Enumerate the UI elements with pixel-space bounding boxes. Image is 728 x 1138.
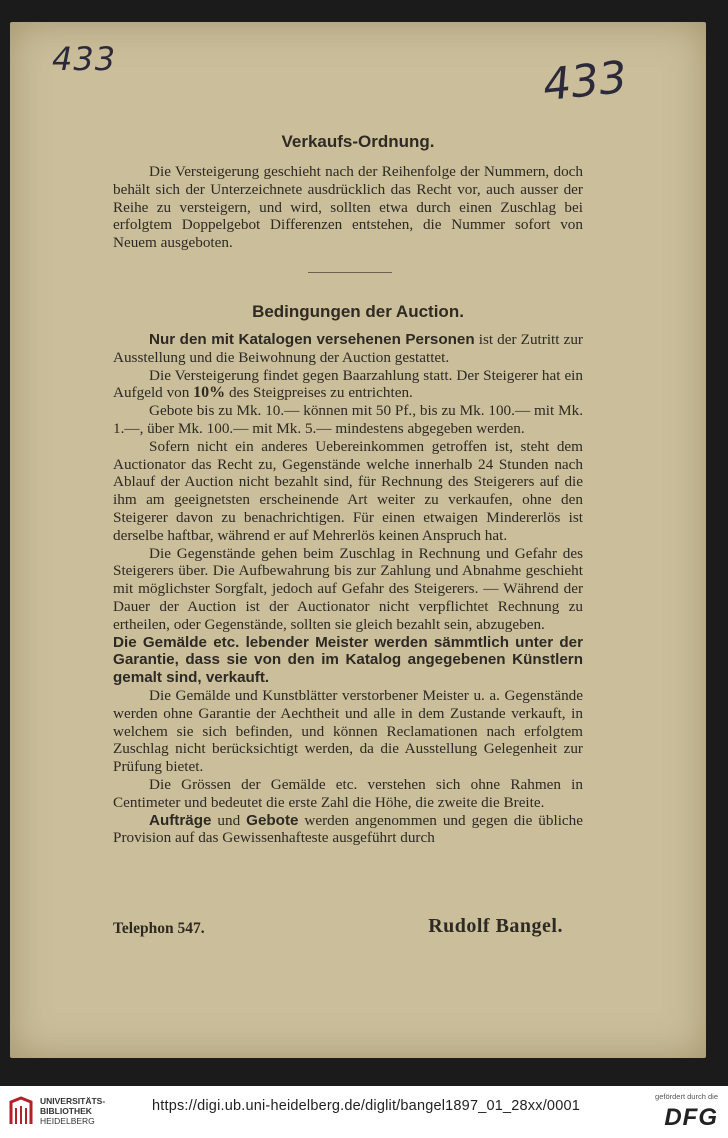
heading-verkaufs-ordnung: Verkaufs-Ordnung. [281,132,435,151]
permalink-url[interactable]: https://digi.ub.uni-heidelberg.de/diglit/bangel1897_01_28xx/0001 [152,1098,580,1114]
condition-admission [113,331,583,367]
viewer-bottom-bar [0,1086,728,1138]
payment-text-b: des Steigpreises zu entrichten. [225,384,413,402]
signature: Rudolf Bangel. [428,915,563,937]
dfg-logo: DFG [664,1104,718,1131]
uni-line-3: HEIDELBERG [40,1116,95,1126]
uni-line-1: UNIVERSITÄTS- [40,1096,106,1106]
university-library-name [40,1096,105,1126]
condition-bids: Gebote bis zu Mk. 10.— können mit 50 Pf., bis zu Mk. 100.— mit Mk. 1.—, über Mk. 100.— mit Mk. 5.— mindestens abgegeben werden. [113,402,583,437]
commission-rest: werden angenommen und gegen die übliche Provision auf das Gewissenhafteste ausgeführt durch [113,811,583,847]
condition-commissions [113,812,583,848]
condition-payment [113,367,583,403]
auftraege-bold: Aufträge [149,811,212,829]
condition-resale: Sofern nicht ein anderes Uebereinkommen getroffen ist, steht dem Auctionator das Recht zu, Gegenstände welche innerhalb 24 Stunden nach Ablauf der Auction nicht bezahlt sind, für Rechnung des Steigerers auf die ihm am geeignetsten erscheinende Art weiter zu verkaufen, ohne den Steigerer davon zu benachrichtigen. Für einen etwaigen Mindererlös ist derselbe haftbar, während er auf Mehrerlös keinen Anspruch hat. [113,437,583,544]
sales-order-text: Die Versteigerung geschieht nach der Reihenfolge der Nummern, doch behält sich der Unterzeichnete ausdrücklich das Recht vor, auch ausser der Reihe zu versteigern, und wird, sollten etwa durch einen Zuschlag bei erfolgtem Doppelgebot Differenzen entstehen, die Nummer sofort von Neuem ausgeboten. [113,163,583,252]
funded-by-label: gefördert durch die [655,1092,718,1101]
document-page [10,22,706,1058]
conditions-body [113,331,583,847]
university-library-logo-icon [8,1096,34,1126]
uni-line-2: BIBLIOTHEK [40,1106,92,1116]
handwritten-number-right: 433 [540,51,630,112]
surcharge-percent: 10% [193,384,226,402]
gebote-bold: Gebote [246,811,299,829]
sales-order-paragraph [113,163,583,252]
admission-rest: ist der Zutritt zur Ausstellung und die Beiwohnung der Auction gestattet. [113,331,583,366]
condition-sizes: Die Grössen der Gemälde etc. verstehen sich ohne Rahmen in Centimeter und bedeutet die erste Zahl die Höhe, die zweite die Breite. [113,775,583,811]
payment-text-a: Die Versteigerung findet gegen Baarzahlung statt. Der Steigerer hat ein Aufgeld von [113,366,583,402]
section-divider [308,272,392,273]
condition-guarantee-living: Die Gemälde etc. lebender Meister werden sämmtlich unter der Garantie, dass sie von den im Katalog angegebenen Künstlern gemalt sind, verkauft. [113,633,583,687]
admission-bold: Nur den mit Katalogen versehenen Personen [149,331,475,348]
handwritten-number-left: 433 [52,40,117,78]
telephone: Telephon 547. [113,920,205,937]
commission-and: und [211,811,247,829]
condition-no-guarantee: Die Gemälde und Kunstblätter verstorbener Meister u. a. Gegenstände werden ohne Garantie der Aechtheit und alle in dem Zustande verkauft, in welchem sie sich befinden, und können Reclamationen nach erfolgtem Zuschlag nicht berücksichtigt werden, da die Ausstellung Gelegenheit zur Prüfung bietet. [113,686,583,776]
heading-bedingungen: Bedingungen der Auction. [252,302,464,321]
condition-risk: Die Gegenstände gehen beim Zuschlag in Rechnung und Gefahr des Steigerers über. Die Aufbewahrung bis zur Zahlung und Abnahme geschieht mit möglichster Sorgfalt, jedoch auf Gefahr des Steigerers. — Während der Dauer der Auction ist der Auctionator nicht verpflichtet Rechnung zu ertheilen, oder Gegenstände, sollten sie gleich bezahlt sein, abzugeben. [113,544,583,633]
